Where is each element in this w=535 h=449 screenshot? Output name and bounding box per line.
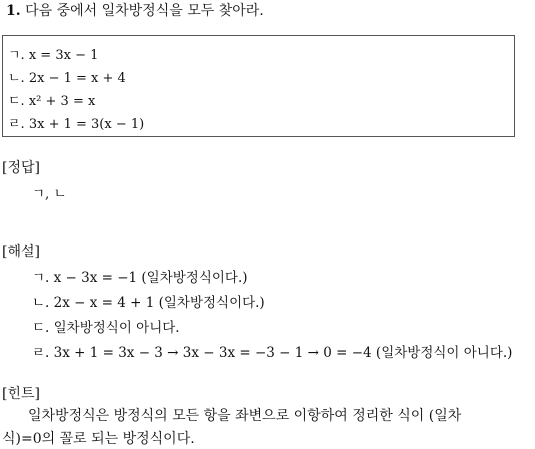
question (6, 0, 264, 20)
choice-expr: x² + 3 = x (28, 94, 96, 109)
answer-text: ㄱ, ㄴ (32, 186, 67, 202)
choice-label: ㄹ. (8, 117, 25, 132)
explanation-line-3: ㄷ. 일차방정식이 아니다. (32, 320, 180, 336)
question-number: 1. (6, 3, 21, 19)
choice-label: ㄴ. (8, 71, 25, 86)
choice-expr: 2x − 1 = x + 4 (28, 71, 126, 86)
answer-heading: [정답] (2, 160, 40, 176)
explanation-line-4: ㄹ. 3x + 1 = 3x − 3 → 3x − 3x = −3 − 1 → 0 = −4 (일차방정식이 아니다.) (32, 345, 513, 361)
choice-3 (8, 90, 95, 109)
choice-label: ㄱ. (8, 48, 25, 63)
question-text: 다음 중에서 일차방정식을 모두 찾아라. (25, 3, 264, 19)
explanation-line-2: ㄴ. 2x − x = 4 + 1 (일차방정식이다.) (32, 295, 265, 311)
hint-heading: [힌트] (2, 386, 40, 402)
explanation-line-1: ㄱ. x − 3x = −1 (일차방정식이다.) (32, 270, 248, 286)
choice-label: ㄷ. (8, 94, 25, 109)
choice-expr: x = 3x − 1 (28, 48, 99, 63)
choice-2 (8, 67, 126, 86)
explanation-heading: [해설] (2, 244, 40, 260)
hint-line-1: 일차방정식은 방정식의 모든 항을 좌변으로 이항하여 정리한 식이 (일차 (28, 408, 462, 424)
hint-line-2: 식)=0의 꼴로 되는 방정식이다. (2, 431, 195, 447)
choice-4 (8, 113, 144, 132)
choice-1 (8, 44, 98, 63)
choice-expr: 3x + 1 = 3(x − 1) (28, 117, 145, 132)
